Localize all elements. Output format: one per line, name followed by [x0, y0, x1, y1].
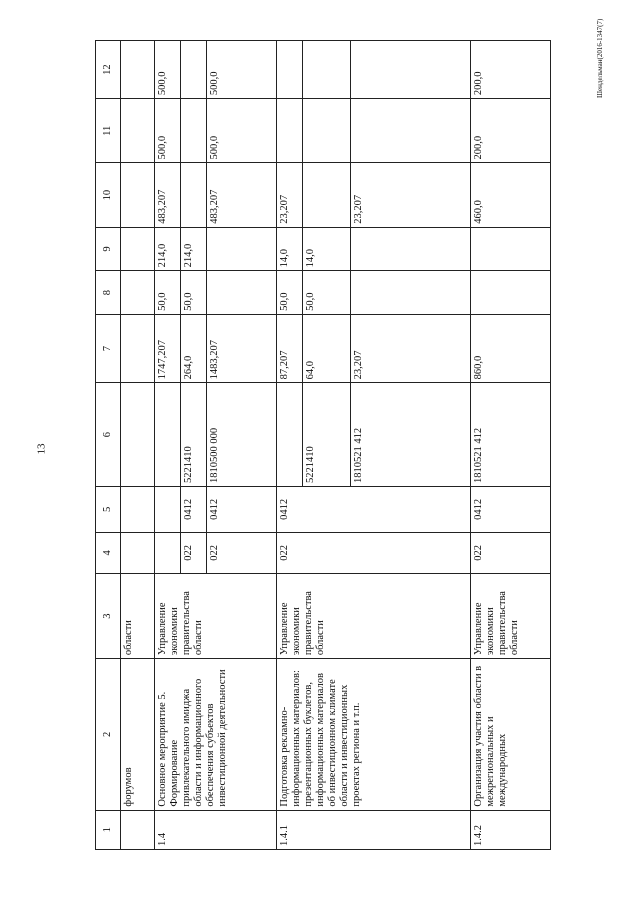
total-amount: 64,0	[303, 314, 351, 382]
year-amount	[277, 41, 303, 99]
header-cell: 12	[96, 41, 121, 99]
target-article: 1810521 412	[351, 383, 471, 487]
header-cell: 1	[96, 810, 121, 849]
year-amount	[181, 41, 207, 99]
section-code: 0412	[277, 487, 471, 533]
item-name: Подготовка рекламно-информационных материалов: презентационных буклетов, информационных материалов об инвестиционном климате области и инвестиционных проектах региона и т.п.	[277, 659, 471, 810]
year-amount: 483,207	[155, 163, 181, 227]
header-cell: 9	[96, 227, 121, 271]
year-amount: 50,0	[155, 271, 181, 315]
grbs-code: 022	[277, 532, 471, 573]
grbs-code: 022	[471, 532, 551, 573]
year-amount	[351, 99, 471, 163]
target-article: 5221410	[303, 383, 351, 487]
year-amount: 23,207	[351, 163, 471, 227]
header-cell: 8	[96, 271, 121, 315]
header-cell: 6	[96, 383, 121, 487]
grbs-code	[121, 532, 155, 573]
table-row	[277, 41, 303, 850]
grbs-code: 022	[207, 532, 277, 573]
year-amount: 483,207	[207, 163, 277, 227]
header-cell: 5	[96, 487, 121, 533]
section-code: 0412	[181, 487, 207, 533]
total-amount: 264,0	[181, 314, 207, 382]
header-cell: 7	[96, 314, 121, 382]
header-cell: 2	[96, 659, 121, 810]
year-amount: 214,0	[181, 227, 207, 271]
target-article	[155, 383, 181, 487]
year-amount	[181, 163, 207, 227]
year-amount	[303, 99, 351, 163]
table-row	[155, 41, 181, 850]
target-article: 1810521 412	[471, 383, 551, 487]
year-amount: 500,0	[155, 99, 181, 163]
year-amount: 214,0	[155, 227, 181, 271]
item-name: Организация участия области в межрегиональных и международных	[471, 659, 551, 810]
item-name: форумов	[121, 659, 155, 810]
target-article	[277, 383, 303, 487]
header-cell: 10	[96, 163, 121, 227]
year-amount	[181, 99, 207, 163]
total-amount: 1747,207	[155, 314, 181, 382]
year-amount	[277, 99, 303, 163]
header-cell: 11	[96, 99, 121, 163]
year-amount	[471, 227, 551, 271]
grbs-code	[155, 532, 181, 573]
year-amount	[121, 163, 155, 227]
total-amount: 87,207	[277, 314, 303, 382]
section-code: 0412	[207, 487, 277, 533]
item-number: 1.4.1	[277, 810, 471, 849]
responsible: Управление экономики правительства области	[277, 574, 471, 659]
target-article: 1810500 000	[207, 383, 277, 487]
budget-table-rotated	[95, 40, 535, 850]
table-body	[96, 41, 551, 850]
year-amount: 14,0	[303, 227, 351, 271]
item-name: Основное мероприятие 5. Формирование привлекательного имиджа области и информационного обеспечения субъектов инвестиционной деятельности	[155, 659, 277, 810]
year-amount	[351, 41, 471, 99]
table-row	[121, 41, 155, 850]
year-amount	[207, 227, 277, 271]
section-code	[121, 487, 155, 533]
target-article: 5221410	[181, 383, 207, 487]
year-amount	[471, 271, 551, 315]
total-amount: 23,207	[351, 314, 471, 382]
total-amount: 860,0	[471, 314, 551, 382]
year-amount	[207, 271, 277, 315]
year-amount	[351, 271, 471, 315]
responsible: Управление экономики правительства области	[155, 574, 277, 659]
year-amount: 14,0	[277, 227, 303, 271]
year-amount: 50,0	[181, 271, 207, 315]
year-amount	[121, 99, 155, 163]
header-row	[96, 41, 121, 850]
year-amount: 200,0	[471, 41, 551, 99]
grbs-code: 022	[181, 532, 207, 573]
target-article	[121, 383, 155, 487]
page-number: 13	[35, 443, 48, 455]
section-code: 0412	[471, 487, 551, 533]
responsible: Управление экономики правительства области	[471, 574, 551, 659]
responsible: области	[121, 574, 155, 659]
item-number: 1.4.2	[471, 810, 551, 849]
year-amount: 500,0	[207, 99, 277, 163]
year-amount	[121, 227, 155, 271]
year-amount	[351, 227, 471, 271]
total-amount	[121, 314, 155, 382]
document-id: Шендельман(2016-1347(7)	[596, 18, 604, 98]
item-number: 1.4	[155, 810, 277, 849]
year-amount: 500,0	[155, 41, 181, 99]
total-amount: 1483,207	[207, 314, 277, 382]
year-amount: 200,0	[471, 99, 551, 163]
year-amount: 50,0	[277, 271, 303, 315]
year-amount	[303, 41, 351, 99]
year-amount: 23,207	[277, 163, 303, 227]
year-amount	[121, 271, 155, 315]
year-amount	[303, 163, 351, 227]
budget-table	[95, 40, 551, 850]
table-row	[471, 41, 551, 850]
header-cell: 4	[96, 532, 121, 573]
item-number	[121, 810, 155, 849]
header-cell: 3	[96, 574, 121, 659]
year-amount: 500,0	[207, 41, 277, 99]
section-code	[155, 487, 181, 533]
year-amount	[121, 41, 155, 99]
year-amount: 460,0	[471, 163, 551, 227]
year-amount: 50,0	[303, 271, 351, 315]
